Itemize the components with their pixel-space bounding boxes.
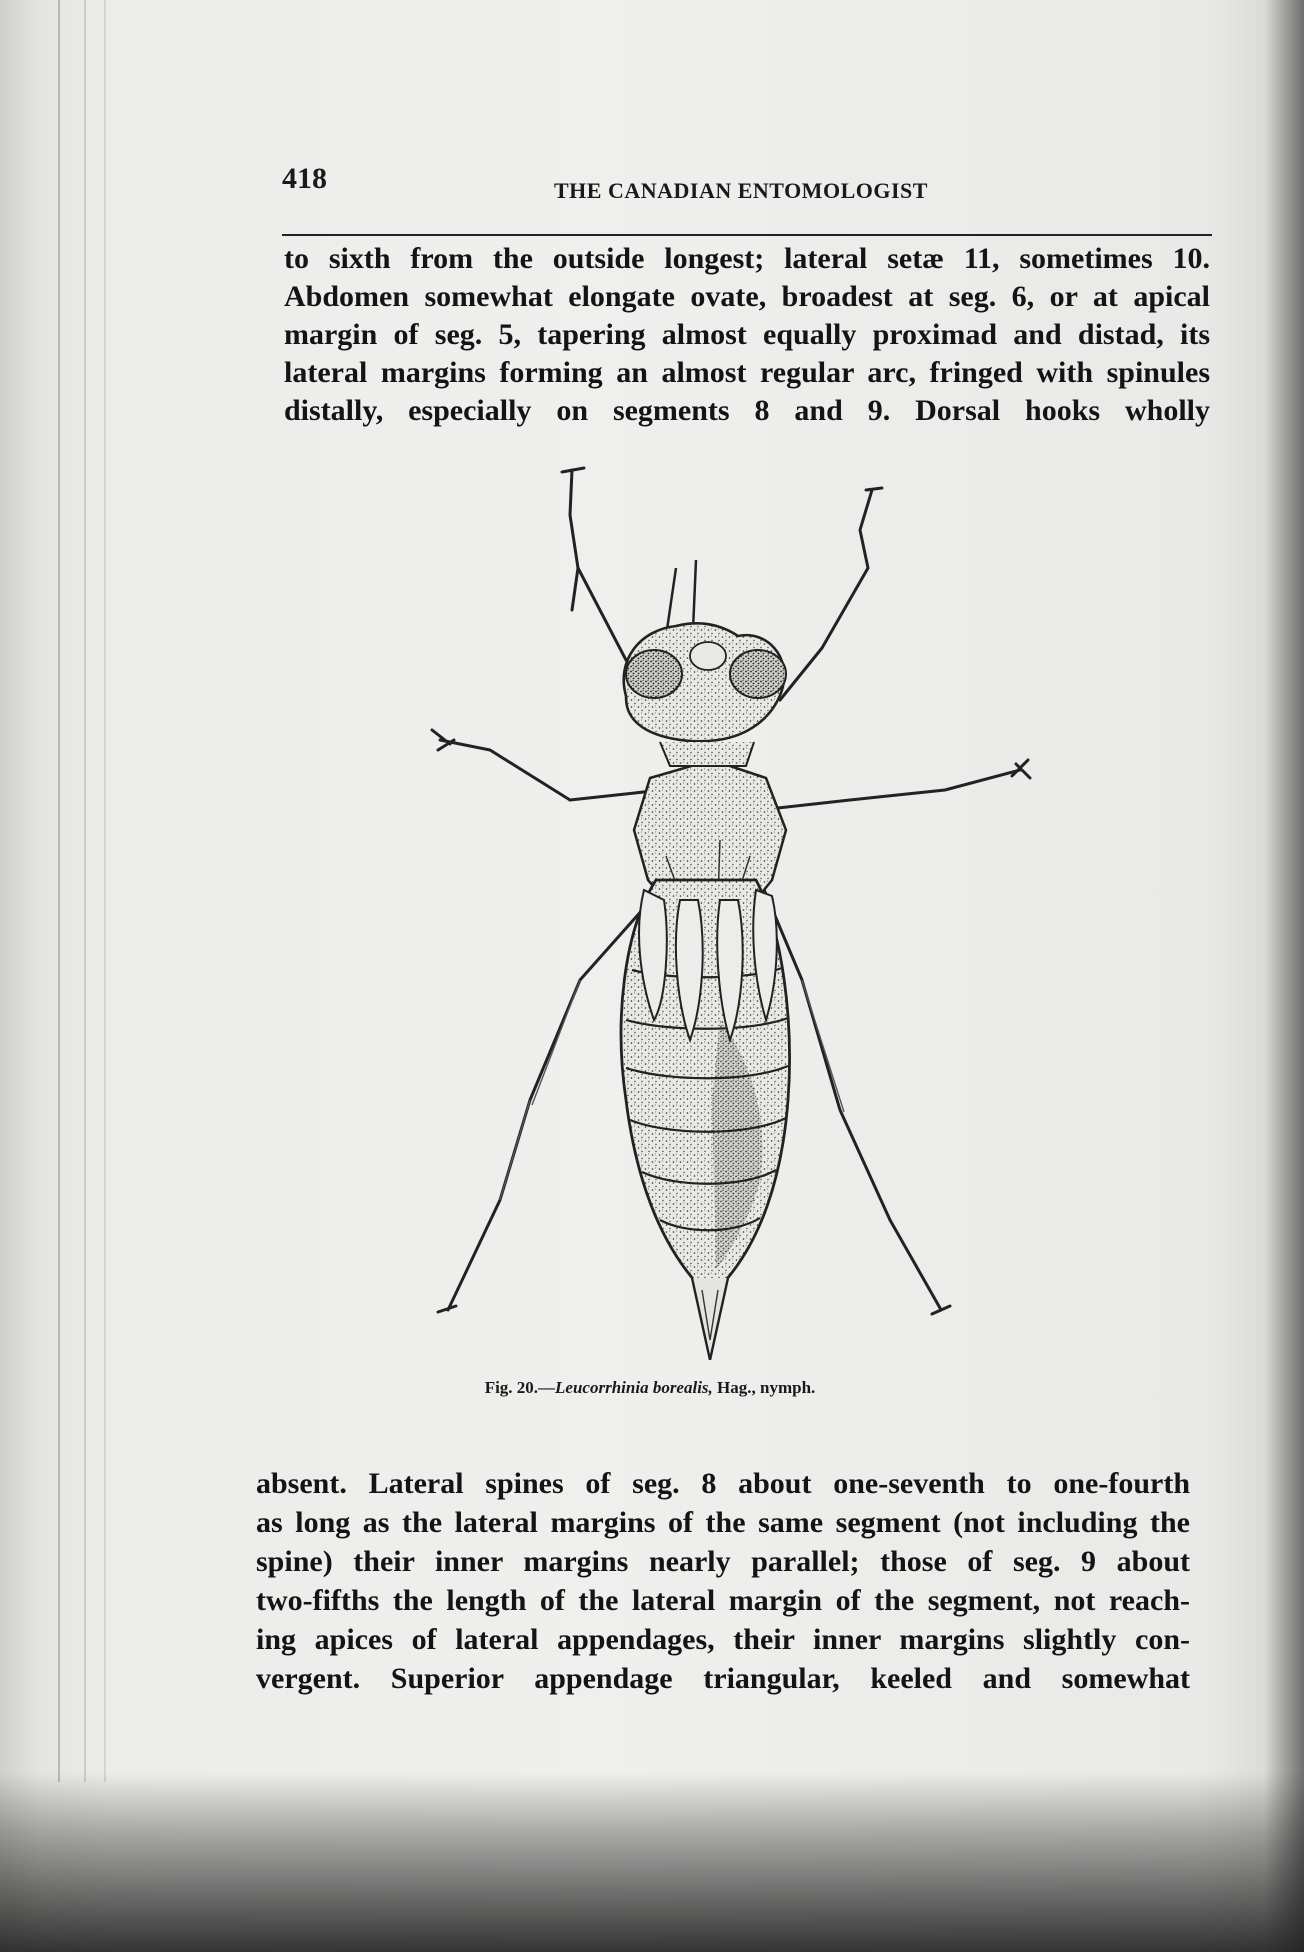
paragraph-top	[284, 240, 1210, 430]
page-edge-line	[84, 0, 86, 1782]
page-number: 418	[282, 162, 327, 195]
text-line: margin of seg. 5, tapering almost equally proximad and distad, its	[284, 318, 1210, 351]
text-line: ing apices of lateral appendages, their inner margins slightly con-	[256, 1623, 1190, 1656]
text-line: spine) their inner margins nearly parallel; those of seg. 9 about	[256, 1545, 1190, 1578]
scan-shadow-bottom	[0, 1772, 1304, 1952]
caption-suffix: Hag., nymph.	[712, 1378, 816, 1397]
text-line: Abdomen somewhat elongate ovate, broadest at seg. 6, or at apical	[284, 280, 1210, 313]
caption-species: Leucorrhinia borealis,	[555, 1378, 713, 1397]
text-line: to sixth from the outside longest; lateral setæ 11, sometimes 10.	[284, 242, 1210, 275]
paragraph-bottom	[256, 1464, 1190, 1698]
text-line: absent. Lateral spines of seg. 8 about one-seventh to one-fourth	[256, 1467, 1190, 1500]
page-edge-line	[104, 0, 106, 1782]
page-header	[282, 160, 1212, 234]
page-edge-line	[58, 0, 60, 1782]
text-line: vergent. Superior appendage triangular, keeled and somewhat	[256, 1662, 1190, 1695]
header-rule	[282, 234, 1212, 236]
text-line: distally, especially on segments 8 and 9. Dorsal hooks wholly	[284, 394, 1210, 427]
running-head: THE CANADIAN ENTOMOLOGIST	[554, 178, 928, 203]
text-line: two-fifths the length of the lateral margin of the segment, not reach-	[256, 1584, 1190, 1617]
caption-prefix: Fig. 20.—	[484, 1378, 556, 1397]
text-line: lateral margins forming an almost regular arc, fringed with spinules	[284, 356, 1210, 389]
scan-shadow-right	[1264, 0, 1304, 1952]
nymph-illustration	[420, 460, 1060, 1360]
figure-caption	[330, 1378, 970, 1398]
text-line: as long as the lateral margins of the same segment (not including the	[256, 1506, 1190, 1539]
